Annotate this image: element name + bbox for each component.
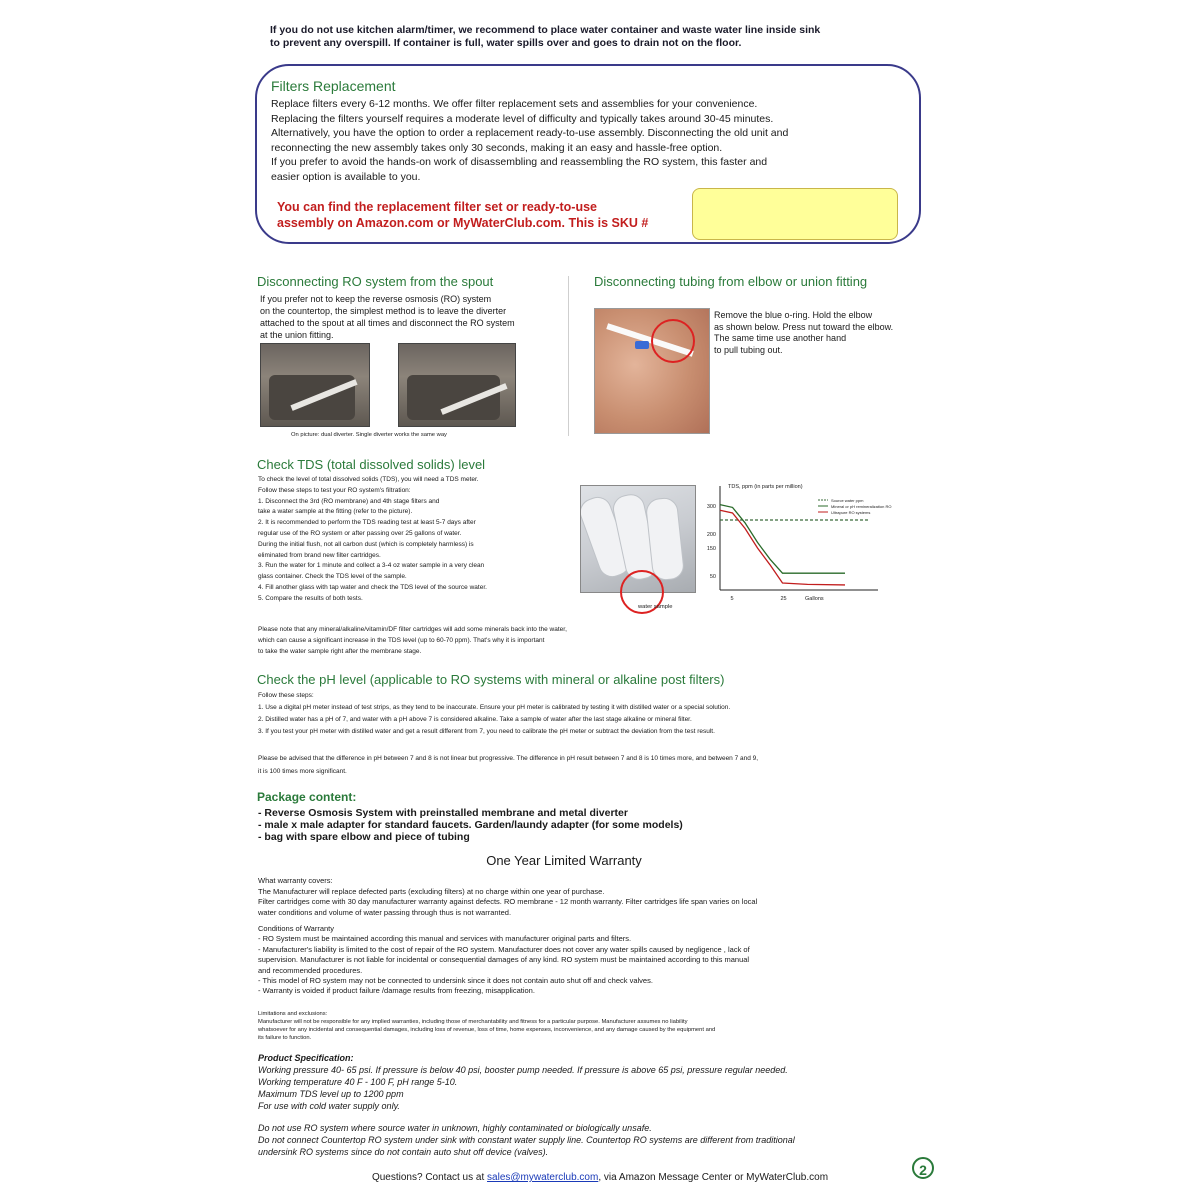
water-sample-caption: water sample [638, 604, 673, 610]
disconnect-tubing-text [714, 310, 934, 356]
disconnect-spout-title: Disconnecting RO system from the spout [257, 274, 494, 289]
conditions-line: - Manufacturer's liability is limited to the cost of repair of the RO system. Manufacturer does not cover any water spills caused by negligence , lack of [258, 944, 750, 954]
conditions-line: - This model of RO system may not be connected to undersink since it does not contain auto shut off and check valves. [258, 976, 653, 986]
tds-title: Check TDS (total dissolved solids) level [257, 457, 486, 472]
warning-line: Do not connect Countertop RO system under sink with constant water supply line. Countertop RO systems are different from traditional [258, 1135, 795, 1145]
spec-line: For use with cold water supply only. [258, 1101, 400, 1111]
spec-title: Product Specification: [258, 1053, 354, 1063]
chart-title: TDS, ppm (in parts per million) [728, 484, 803, 490]
tubing-line: Remove the blue o-ring. Hold the elbow [714, 310, 873, 320]
footer-suffix: , via Amazon Message Center or MyWaterClub.com [598, 1172, 829, 1183]
ph-note-line: Please be advised that the difference in pH between 7 and 8 is not linear but progressive. The difference in pH result between 7 and 8 is 10 times more, and between 7 and 9, [258, 755, 759, 762]
diverter-photo-connected [260, 343, 370, 427]
elbow-fitting-photo [594, 308, 710, 434]
legend-label: Mineral or pH remineralization RO [831, 504, 892, 509]
tds-note-line: which can cause a significant increase in the TDS level (up to 60-70 ppm). That's why it is important [258, 637, 545, 644]
spec-line: Maximum TDS level up to 1200 ppm [258, 1089, 404, 1099]
conditions-line: - Warranty is voided if product failure /damage results from freezing, misapplication. [258, 986, 535, 996]
spout-line: at the union fitting. [260, 330, 334, 340]
footer-prefix: Questions? Contact us at [371, 1172, 488, 1183]
email-link[interactable]: sales@mywaterclub.com [487, 1172, 599, 1183]
warranty-line: Filter cartridges come with 30 day manufacturer warranty against defects. RO membrane - 12 month warranty. Filter cartridges life span varies on local [258, 897, 758, 906]
tubing-line: to pull tubing out. [714, 344, 783, 355]
tds-line: 4. Fill another glass with tap water and check the TDS level of the source water. [258, 583, 487, 591]
filters-line: If you prefer to avoid the hands-on work of disassembling and reassembling the RO system, this faster and [271, 156, 768, 168]
replacement-cta [277, 199, 687, 231]
y-tick-label: 200 [706, 532, 716, 538]
spout-line: If you prefer not to keep the reverse osmosis (RO) system [260, 294, 492, 304]
tds-note [258, 624, 658, 657]
diverter-photo-disconnected [398, 343, 516, 427]
legend-label: Ultrapure RO systems [831, 510, 871, 515]
sku-field [692, 188, 898, 240]
disconnect-spout-text [260, 293, 560, 341]
tds-line: Follow these steps to test your RO system's filtration: [258, 486, 411, 494]
ph-note-line: it is 100 times more significant. [258, 768, 347, 775]
y-tick-label: 300 [706, 504, 716, 510]
ph-line: 3. If you test your pH meter with distilled water and get a result different from 7, you need to calibrate the pH meter or subtract the deviation from the test result. [258, 728, 715, 735]
spec-line: Working pressure 40- 65 psi. If pressure is below 40 psi, booster pump needed. If pressure is above 65 psi, pressure regular needed. [258, 1065, 788, 1075]
warranty-limitations [258, 1010, 898, 1042]
spout-line: on the countertop, the simplest method is to leave the diverter [260, 306, 507, 316]
page-number-badge: 2 [912, 1157, 934, 1179]
ph-steps [258, 690, 918, 738]
cta-line-2: assembly on Amazon.com or MyWaterClub.com. This is SKU # [277, 216, 649, 230]
limitations-line: Manufacturer will not be responsible for any implied warranties, including those of merchantability and fitness for a particular purpose. Manufacturer assumes no liability [258, 1019, 688, 1025]
filters-replacement-title: Filters Replacement [271, 78, 396, 94]
filters-line: easier option is available to you. [271, 170, 421, 183]
tds-steps [258, 475, 568, 605]
y-tick-label: 50 [709, 574, 716, 580]
disconnect-tubing-title: Disconnecting tubing from elbow or union fitting [594, 274, 868, 289]
x-axis-label: Gallons [805, 596, 824, 602]
package-title: Package content: [257, 790, 357, 804]
warning-line: Do not use RO system where source water in unknown, highly contaminated or biologically unsafe. [258, 1123, 652, 1133]
ph-note [258, 752, 918, 778]
filters-line: reconnecting the new assembly takes only 30 seconds, making it an easy and hassle-free option. [271, 141, 723, 154]
product-specification [258, 1052, 918, 1112]
tds-line: take a water sample at the fitting (refer to the picture). [258, 508, 413, 516]
y-tick-label: 150 [706, 546, 716, 552]
spec-warnings [258, 1122, 918, 1158]
limitations-line: whatsoever for any incidental and consequential damages, including loss of revenue, loss of time, home expenses, inconvenience, and any damage caused by the equipment and [258, 1027, 716, 1033]
package-item: - bag with spare elbow and piece of tubing [258, 831, 470, 843]
intro-line-1: If you do not use kitchen alarm/timer, we recommend to place water container and waste water line inside sink [270, 24, 821, 36]
tds-line: 5. Compare the results of both tests. [258, 594, 363, 602]
tds-line: regular use of the RO system or after passing over 25 gallons of water. [258, 529, 462, 537]
package-item: - male x male adapter for standard faucets. Garden/laundy adapter (for some models) [258, 819, 683, 831]
footer-contact [0, 1172, 1200, 1183]
spec-line: Working temperature 40 F - 100 F, pH range 5-10. [258, 1077, 458, 1087]
ph-line: 2. Distilled water has a pH of 7, and water with a pH above 7 is considered alkaline. Take a sample of water after the last stage alkaline or mineral filter. [258, 716, 692, 723]
limitations-title: Limitations and exclusions: [258, 1011, 328, 1017]
warning-line: undersink RO systems since do not contain auto shut off device (valves). [258, 1147, 549, 1157]
package-list [258, 807, 778, 843]
tds-note-line: to take the water sample right after the membrane stage. [258, 648, 422, 655]
warranty-conditions [258, 924, 898, 997]
filters-line: Replacing the filters yourself requires a moderate level of difficulty and typically takes around 30-45 minutes. [271, 112, 774, 125]
tds-line: 2. It is recommended to perform the TDS reading test at least 5-7 days after [258, 519, 476, 527]
conditions-line: - RO System must be maintained according this manual and services with manufacturer original parts and filters. [258, 934, 632, 944]
ph-line: 1. Use a digital pH meter instead of test strips, as they tend to be inaccurate. Ensure your pH meter is calibrated by testing it with distilled water or a special solution. [258, 704, 731, 711]
x-tick-label: 25 [780, 596, 787, 602]
tubing-line: The same time use another hand [714, 333, 847, 343]
ph-intro: Follow these steps: [258, 692, 314, 699]
warranty-covers-title: What warranty covers: [258, 876, 333, 885]
tds-chart [700, 478, 940, 606]
tds-line: During the initial flush, not all carbon dust (which is completely harmless) is [258, 540, 474, 548]
filters-line: Alternatively, you have the option to order a replacement ready-to-use assembly. Disconnecting the old unit and [271, 127, 789, 139]
cta-line-1: You can find the replacement filter set or ready-to-use [277, 200, 597, 214]
filters-replacement-body [271, 97, 911, 184]
column-divider [568, 276, 569, 436]
tds-line: eliminated from brand new filter cartridges. [258, 551, 381, 559]
diverter-caption: On picture: dual diverter. Single diverter works the same way [291, 432, 447, 438]
filters-line: Replace filters every 6-12 months. We offer filter replacement sets and assemblies for your convenience. [271, 98, 758, 110]
warranty-title: One Year Limited Warranty [486, 853, 642, 868]
warranty-line: water conditions and volume of water passing through thus is not warranted. [258, 907, 512, 917]
warranty-line: The Manufacturer will replace defected parts (excluding filters) at no charge within one year of purchase. [258, 886, 605, 896]
conditions-line: supervision. Manufacturer is not liable for incidental or consequential damages of any kind. RO system must be maintained according to this manual [258, 955, 750, 965]
tds-line: 1. Disconnect the 3rd (RO membrane) and 4th stage filters and [258, 497, 440, 505]
x-tick-label: 5 [730, 596, 734, 602]
tubing-line: as shown below. Press nut toward the elbow. [714, 321, 894, 332]
package-item: - Reverse Osmosis System with preinstalled membrane and metal diverter [258, 807, 628, 819]
tds-line: 3. Run the water for 1 minute and collect a 3-4 oz water sample in a very clean [258, 562, 485, 570]
conditions-line: and recommended procedures. [258, 965, 363, 975]
series-line [720, 505, 845, 574]
tds-line: glass container. Check the TDS level of the sample. [258, 573, 407, 581]
intro-line-2: to prevent any overspill. If container is full, water spills over and goes to drain not on the floor. [270, 37, 742, 49]
tds-line: To check the level of total dissolved solids (TDS), you will need a TDS meter. [258, 476, 479, 483]
conditions-title: Conditions of Warranty [258, 924, 335, 933]
tds-note-line: Please note that any mineral/alkaline/vitamin/DF filter cartridges will add some minerals back into the water, [258, 626, 567, 633]
spout-line: attached to the spout at all times and disconnect the RO system [260, 318, 515, 328]
ph-title: Check the pH level (applicable to RO systems with mineral or alkaline post filters) [257, 672, 725, 687]
limitations-line: its failure to function. [258, 1035, 312, 1041]
intro-text [270, 24, 930, 50]
warranty-covers [258, 876, 898, 918]
legend-label: Source water ppm [831, 498, 864, 503]
